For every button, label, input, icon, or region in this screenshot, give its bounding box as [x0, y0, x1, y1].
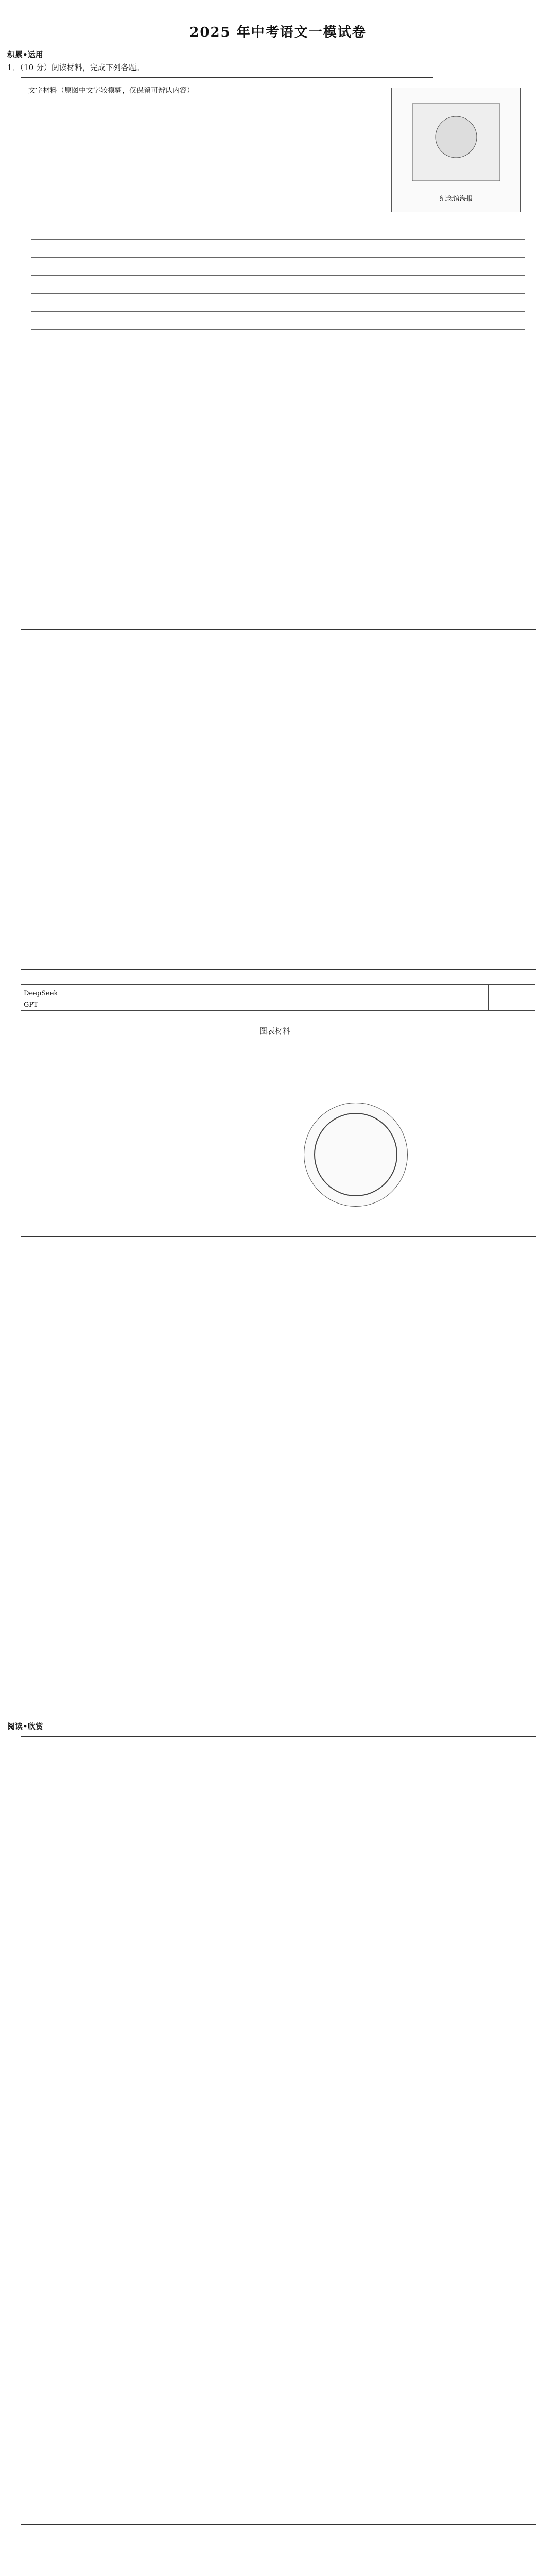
answer-lines-1 — [31, 222, 525, 330]
material-note: 文字材料（原图中文字较模糊，仅保留可辨认内容） — [28, 87, 194, 95]
question-1-intro: 1．（10 分）阅读材料，完成下列各题。 — [7, 63, 144, 72]
section-heading-2: 阅读•欣赏 — [7, 1722, 43, 1731]
table-header-cell — [349, 985, 395, 988]
table-row — [21, 988, 535, 999]
question-3-block — [21, 639, 536, 970]
table-cell — [395, 988, 442, 999]
table-cell — [489, 988, 535, 999]
table-cell — [489, 999, 535, 1011]
material-box — [21, 77, 433, 207]
table-header-cell — [21, 985, 349, 988]
poster-illustration-icon — [392, 88, 520, 191]
table-cell: GPT — [21, 999, 349, 1011]
table-header-cell — [442, 985, 489, 988]
reading-passage-3 — [21, 2524, 536, 2576]
table-cell: DeepSeek — [21, 988, 349, 999]
data-table — [21, 984, 535, 1011]
table-cell — [395, 999, 442, 1011]
question-2-block — [21, 361, 536, 630]
table-caption: 图表材料 — [259, 1026, 290, 1036]
table-cell — [442, 999, 489, 1011]
exam-title: 2025 年中考语文一模试卷 — [189, 25, 367, 40]
table-cell — [349, 999, 395, 1011]
table-header-cell — [489, 985, 535, 988]
reading-passage-2 — [21, 1736, 536, 2510]
reading-passage-1 — [21, 1236, 536, 1701]
poster-caption: 纪念馆海报 — [439, 195, 473, 203]
section-heading-1: 积累•运用 — [7, 50, 43, 59]
seal-icon — [304, 1103, 407, 1206]
table-row — [21, 999, 535, 1011]
table-cell — [349, 988, 395, 999]
seal-figure — [304, 1103, 408, 1207]
table-cell — [442, 988, 489, 999]
table-header-cell — [395, 985, 442, 988]
poster-figure — [391, 88, 521, 212]
